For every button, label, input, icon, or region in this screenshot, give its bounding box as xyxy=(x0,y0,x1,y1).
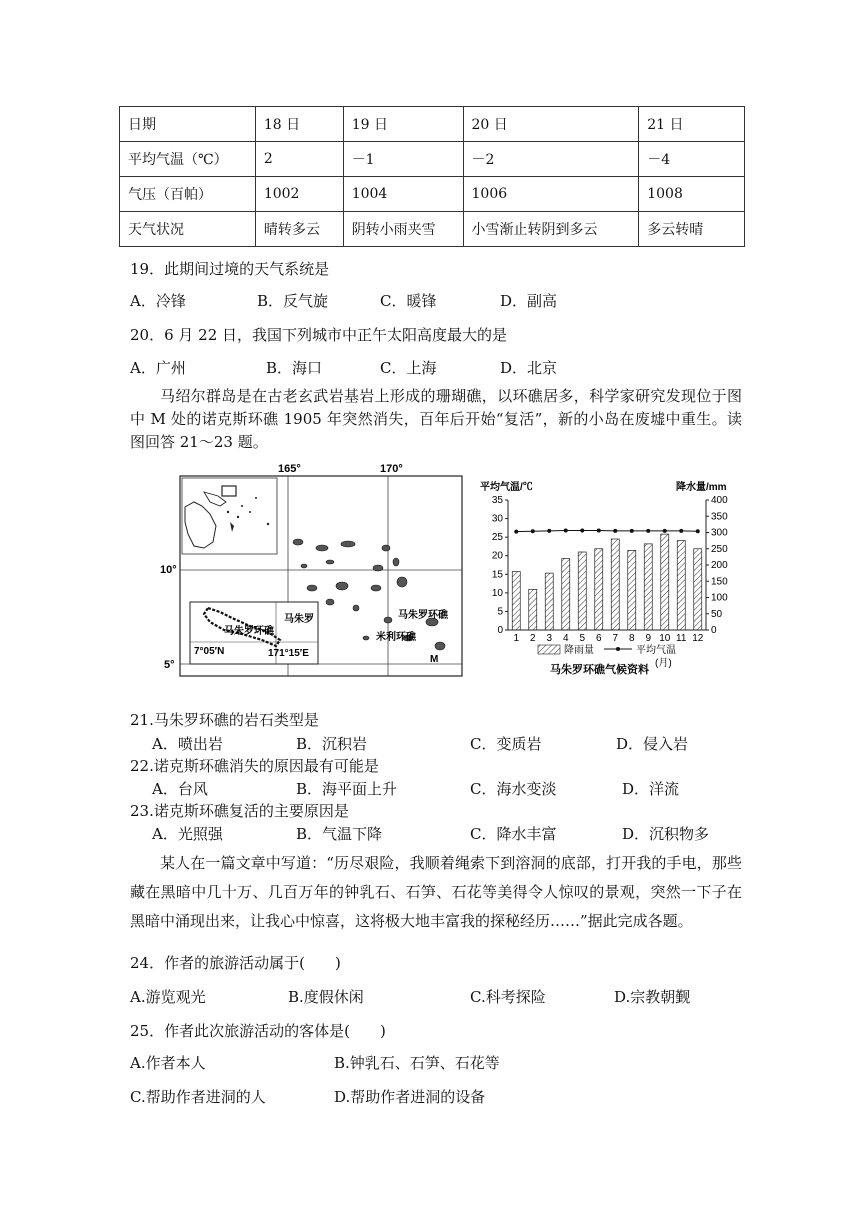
table-cell: 20 日 xyxy=(463,107,639,142)
table-cell: 多云转晴 xyxy=(639,212,745,247)
table-cell: 19 日 xyxy=(343,107,463,142)
table-cell: 21 日 xyxy=(639,107,745,142)
chart-legend xyxy=(538,643,676,656)
legend-swatch-temp-dot xyxy=(616,647,620,651)
q20-option-b: B．海口 xyxy=(266,359,323,377)
temp-point xyxy=(580,528,584,532)
q21-option-d: D．侵入岩 xyxy=(616,735,689,753)
rain-bar xyxy=(644,544,652,630)
inset-label: 马朱罗 xyxy=(284,614,314,625)
lat-label: 5° xyxy=(164,659,175,671)
chart-x-tick-label: 4 xyxy=(562,633,569,644)
q23-option-d: D．沉积物多 xyxy=(622,825,710,843)
atoll-map xyxy=(160,463,462,676)
question-20-stem: 20．6 月 22 日，我国下列城市中正午太阳高度最大的是 xyxy=(130,326,508,344)
atoll-label: 米利环礁 xyxy=(376,632,416,643)
q19-option-b: B．反气旋 xyxy=(257,292,329,310)
q20-option-d: D．北京 xyxy=(500,359,558,377)
q19-option-a: A．冷锋 xyxy=(130,292,186,310)
q23-option-b: B．气温下降 xyxy=(296,825,383,843)
legend-swatch-rain xyxy=(538,645,560,654)
passage-cave-exploration: 某人在一篇文章中写道：“历尽艰险，我顺着绳索下到溶洞的底部，打开我的手电，那些藏在黑暗中几十万、几百万年的钟乳石、石笋、石花等美得令人惊叹的景观，突然一下子在黑暗中涌现出来，让我心中惊喜，这将极大地丰富我的探秘经历……”据此完成各题。 xyxy=(130,854,742,930)
chart-left-tick-label: 10 xyxy=(491,587,503,599)
temp-point xyxy=(613,529,617,533)
chart-right-tick-label: 250 xyxy=(711,543,728,555)
weather-table xyxy=(119,106,745,247)
legend-label-rain: 降雨量 xyxy=(564,645,594,656)
table-cell: 阴转小雨夹雪 xyxy=(343,212,463,247)
chart-x-tick-label: 12 xyxy=(692,633,704,644)
q24-option-d: D.宗教朝觐 xyxy=(614,988,691,1006)
q22-option-c: C．海水变淡 xyxy=(470,780,557,798)
inset-label: 马朱罗环礁 xyxy=(224,626,274,637)
q25-option-d: D.帮助作者进洞的设备 xyxy=(334,1088,486,1106)
chart-x-tick-label: 7 xyxy=(612,633,619,644)
q20-option-c: C．上海 xyxy=(380,359,437,377)
chart-right-tick-label: 300 xyxy=(711,527,728,539)
rain-bar xyxy=(661,534,669,630)
temp-line xyxy=(516,530,698,531)
rain-bar xyxy=(578,552,586,630)
table-cell: 1006 xyxy=(463,177,639,212)
table-cell: －4 xyxy=(639,142,745,177)
chart-left-axis-label: 平均气温/℃ xyxy=(480,482,533,493)
q22-option-b: B．海平面上升 xyxy=(296,780,398,798)
chart-x-tick-label: 2 xyxy=(529,633,536,644)
climate-chart xyxy=(480,480,728,676)
chart-plot-area xyxy=(492,495,728,644)
question-24-stem: 24．作者的旅游活动属于( ) xyxy=(130,954,341,972)
q25-option-a: A.作者本人 xyxy=(130,1054,206,1072)
atoll-label: 马朱罗环礁 xyxy=(398,610,448,621)
q19-option-d: D．副高 xyxy=(500,292,558,310)
chart-left-tick-label: 30 xyxy=(491,513,503,525)
chart-right-tick-label: 350 xyxy=(711,511,728,523)
map-and-climate-figure xyxy=(160,462,742,682)
table-cell: －1 xyxy=(343,142,463,177)
q25-option-c: C.帮助作者进洞的人 xyxy=(130,1088,266,1106)
q21-option-c: C．变质岩 xyxy=(470,735,542,753)
majuro-inset xyxy=(190,602,318,664)
rain-bar xyxy=(628,550,636,630)
chart-left-tick-label: 0 xyxy=(497,625,503,636)
temp-point xyxy=(646,529,650,533)
chart-title: 马朱罗环礁气候资料 xyxy=(550,664,649,676)
table-cell: 小雪渐止转阴到多云 xyxy=(463,212,639,247)
table-cell: －2 xyxy=(463,142,639,177)
question-25-stem: 25．作者此次旅游活动的客体是( ) xyxy=(130,1022,386,1040)
chart-x-unit: (月) xyxy=(655,658,672,669)
q21-option-a: A．喷出岩 xyxy=(152,735,223,753)
temp-point xyxy=(547,529,551,533)
table-cell: 2 xyxy=(255,142,343,177)
table-cell: 1002 xyxy=(255,177,343,212)
rain-bar xyxy=(562,559,570,631)
q23-option-a: A．光照强 xyxy=(152,825,223,843)
q20-option-a: A．广州 xyxy=(130,359,186,377)
chart-x-tick-label: 9 xyxy=(645,633,652,644)
rain-bar xyxy=(694,549,702,630)
inset-label: 7°05′N xyxy=(194,646,225,657)
table-row xyxy=(120,107,745,142)
q24-option-a: A.游览观光 xyxy=(130,988,206,1006)
question-19-stem: 19．此期间过境的天气系统是 xyxy=(130,260,330,278)
table-row xyxy=(120,142,745,177)
q22-option-d: D．洋流 xyxy=(622,780,680,798)
chart-right-axis-label: 降水量/mm xyxy=(676,482,727,493)
temp-point xyxy=(564,528,568,532)
table-cell: 1004 xyxy=(343,177,463,212)
chart-x-tick-label: 11 xyxy=(676,633,687,644)
chart-left-tick-label: 25 xyxy=(491,532,503,544)
rain-bar xyxy=(595,549,603,630)
table-cell: 18 日 xyxy=(255,107,343,142)
table-cell: 天气状况 xyxy=(120,212,256,247)
q21-option-b: B．沉积岩 xyxy=(296,735,368,753)
table-cell: 晴转多云 xyxy=(255,212,343,247)
question-23-stem: 23.诺克斯环礁复活的主要原因是 xyxy=(130,802,349,820)
rain-bar xyxy=(512,572,520,631)
temp-point xyxy=(696,529,700,533)
chart-right-tick-label: 150 xyxy=(711,576,728,588)
temp-point xyxy=(630,529,634,533)
overview-inset xyxy=(182,478,277,554)
inset-label: 171°15′E xyxy=(268,648,309,659)
rain-bar xyxy=(545,573,553,630)
rain-bar xyxy=(529,589,537,630)
lat-label: 10° xyxy=(160,564,177,576)
lon-label: 170° xyxy=(380,463,403,475)
table-cell: 平均气温（℃） xyxy=(120,142,256,177)
temp-point xyxy=(663,529,667,533)
temp-point xyxy=(531,529,535,533)
q19-option-c: C．暖锋 xyxy=(380,292,437,310)
chart-x-tick-label: 8 xyxy=(628,633,635,644)
q24-option-b: B.度假休闲 xyxy=(288,988,364,1006)
rain-bar xyxy=(677,541,685,630)
chart-x-tick-label: 10 xyxy=(659,633,671,644)
chart-x-tick-label: 1 xyxy=(513,633,520,644)
temp-point xyxy=(597,528,601,532)
passage-marshall-islands: 马绍尔群岛是在古老玄武岩基岩上形成的珊瑚礁，以环礁居多，科学家研究发现位于图中 M 处的诺克斯环礁 1905 年突然消失，百年后开始“复活”，新的小岛在废墟中重生。读图回答 21～23 题。 xyxy=(130,387,742,451)
table-row xyxy=(120,212,745,247)
chart-x-tick-label: 6 xyxy=(595,633,602,644)
chart-right-tick-label: 200 xyxy=(711,560,728,571)
chart-left-tick-label: 15 xyxy=(491,569,503,581)
atoll-label-m: M xyxy=(430,654,439,665)
rain-bar xyxy=(611,539,619,630)
question-22-stem: 22.诺克斯环礁消失的原因最有可能是 xyxy=(130,757,379,775)
chart-right-tick-label: 0 xyxy=(711,625,717,636)
table-cell: 日期 xyxy=(120,107,256,142)
table-cell: 1008 xyxy=(639,177,745,212)
q24-option-c: C.科考探险 xyxy=(470,988,546,1006)
table-cell: 气压（百帕） xyxy=(120,177,256,212)
temp-point xyxy=(514,530,518,534)
q22-option-a: A．台风 xyxy=(152,780,208,798)
chart-left-tick-label: 35 xyxy=(491,495,503,506)
chart-x-tick-label: 5 xyxy=(579,633,586,644)
lon-label: 165° xyxy=(278,463,301,475)
chart-left-tick-label: 5 xyxy=(497,606,503,618)
chart-right-tick-label: 100 xyxy=(711,592,728,604)
chart-left-tick-label: 20 xyxy=(491,550,503,562)
question-21-stem: 21.马朱罗环礁的岩石类型是 xyxy=(130,711,319,729)
legend-label-temp: 平均气温 xyxy=(636,645,676,656)
chart-right-tick-label: 400 xyxy=(711,495,728,506)
chart-x-tick-label: 3 xyxy=(546,633,553,644)
q23-option-c: C．降水丰富 xyxy=(470,825,557,843)
table-row xyxy=(120,177,745,212)
temp-point xyxy=(679,529,683,533)
chart-right-tick-label: 50 xyxy=(711,608,723,620)
q25-option-b: B.钟乳石、石笋、石花等 xyxy=(334,1054,500,1072)
